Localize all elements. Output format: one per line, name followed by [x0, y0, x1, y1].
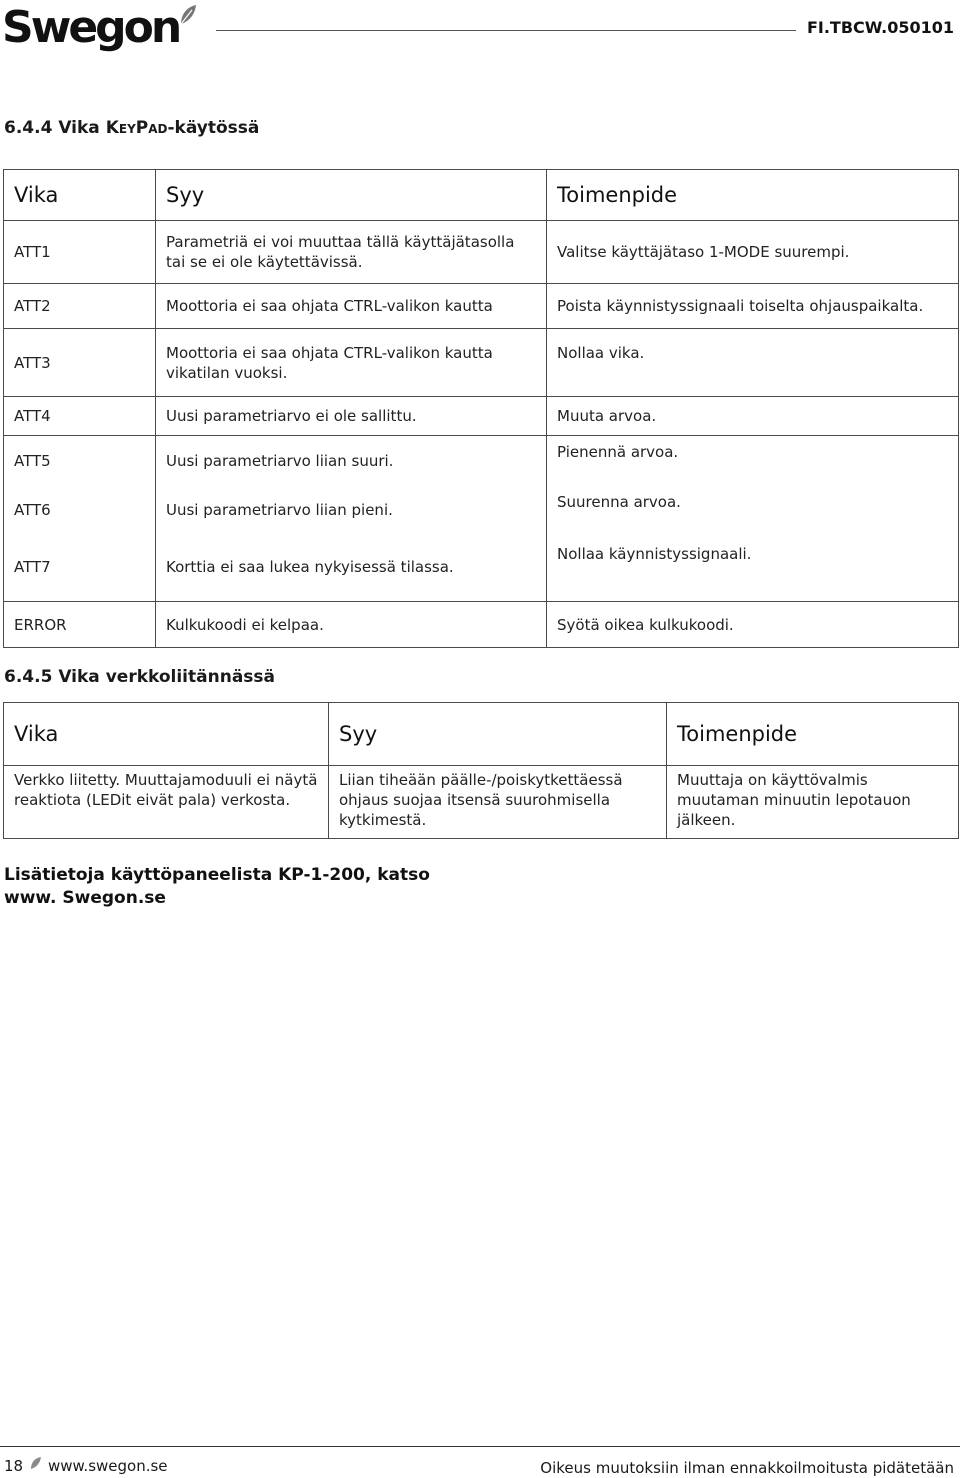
fault-cause: Uusi parametriarvo ei ole sallittu. [156, 397, 547, 436]
table-row [4, 486, 959, 534]
fault-cause: Moottoria ei saa ohjata CTRL-valikon kautta [156, 284, 547, 329]
fault-code: ATT5 [4, 436, 156, 486]
fault-action: Muuta arvoa. [547, 397, 959, 436]
fault-action: Valitse käyttäjätaso 1-MODE suurempi. [547, 221, 959, 284]
fault-cause: Uusi parametriarvo liian suuri. [156, 436, 547, 486]
leaf-icon [30, 1456, 42, 1470]
column-header-vika: Vika [4, 170, 156, 221]
section-title-network: 6.4.5 Vika verkkoliitännässä [4, 667, 275, 687]
fault-description: Verkko liitetty. Muuttajamoduuli ei näytä reaktiota (LEDit eivät pala) verkosta. [4, 766, 329, 839]
table-row [4, 436, 959, 486]
table-row [4, 602, 959, 648]
fault-code: ATT2 [4, 284, 156, 329]
section-title-keypad [4, 118, 259, 138]
fault-code: ATT3 [4, 329, 156, 397]
table-header-row [4, 703, 959, 766]
fault-action: Muuttaja on käyttövalmis muutaman minuutin lepotauon jälkeen. [667, 766, 959, 839]
section-title-keypad-word: KeyPad [105, 118, 168, 138]
logo-text: Swegon [2, 2, 180, 53]
fault-cause: Liian tiheään päälle-/poiskytkettäessä ohjaus suojaa itsensä suurohmisella kytkimestä. [329, 766, 667, 839]
page-number: 18 [4, 1457, 24, 1475]
table-row [4, 534, 959, 602]
section-title-suffix: -käytössä [167, 118, 260, 138]
fault-cause: Korttia ei saa lukea nykyisessä tilassa. [156, 534, 547, 602]
column-header-syy: Syy [329, 703, 667, 766]
header-divider [216, 30, 796, 31]
column-header-toimenpide: Toimenpide [667, 703, 959, 766]
table-row [4, 397, 959, 436]
table-row [4, 766, 959, 839]
fault-action: Nollaa käynnistyssignaali. [547, 534, 959, 602]
fault-cause: Parametriä ei voi muuttaa tällä käyttäjätasolla tai se ei ole käytettävissä. [156, 221, 547, 284]
document-code: FI.TBCW.050101 [806, 18, 954, 37]
column-header-syy: Syy [156, 170, 547, 221]
table-row [4, 284, 959, 329]
column-header-toimenpide: Toimenpide [547, 170, 959, 221]
footer-divider [0, 1446, 960, 1447]
leaf-icon [178, 4, 198, 26]
fault-code: ATT6 [4, 486, 156, 534]
fault-action: Nollaa vika. [547, 329, 959, 397]
fault-cause: Moottoria ei saa ohjata CTRL-valikon kautta vikatilan vuoksi. [156, 329, 547, 397]
fault-code: ERROR [4, 602, 156, 648]
network-fault-table [3, 702, 959, 839]
fault-action: Suurenna arvoa. [547, 486, 959, 534]
table-row [4, 329, 959, 397]
keypad-fault-table [3, 169, 959, 648]
table-row [4, 221, 959, 284]
swegon-logo [2, 4, 198, 52]
fault-cause: Uusi parametriarvo liian pieni. [156, 486, 547, 534]
table-header-row [4, 170, 959, 221]
footer-website-link[interactable]: www.swegon.se [48, 1457, 168, 1475]
more-info-note: Lisätietoja käyttöpaneelista KP-1-200, katso www. Swegon.se [4, 865, 430, 908]
section-title-prefix: 6.4.4 Vika [4, 118, 106, 138]
fault-action: Pienennä arvoa. [547, 436, 959, 486]
fault-code: ATT7 [4, 534, 156, 602]
column-header-vika: Vika [4, 703, 329, 766]
fault-action: Poista käynnistyssignaali toiselta ohjauspaikalta. [547, 284, 959, 329]
fault-code: ATT1 [4, 221, 156, 284]
fault-cause: Kulkukoodi ei kelpaa. [156, 602, 547, 648]
fault-code: ATT4 [4, 397, 156, 436]
footer-disclaimer: Oikeus muutoksiin ilman ennakkoilmoitusta pidätetään [540, 1459, 954, 1477]
fault-action: Syötä oikea kulkukoodi. [547, 602, 959, 648]
